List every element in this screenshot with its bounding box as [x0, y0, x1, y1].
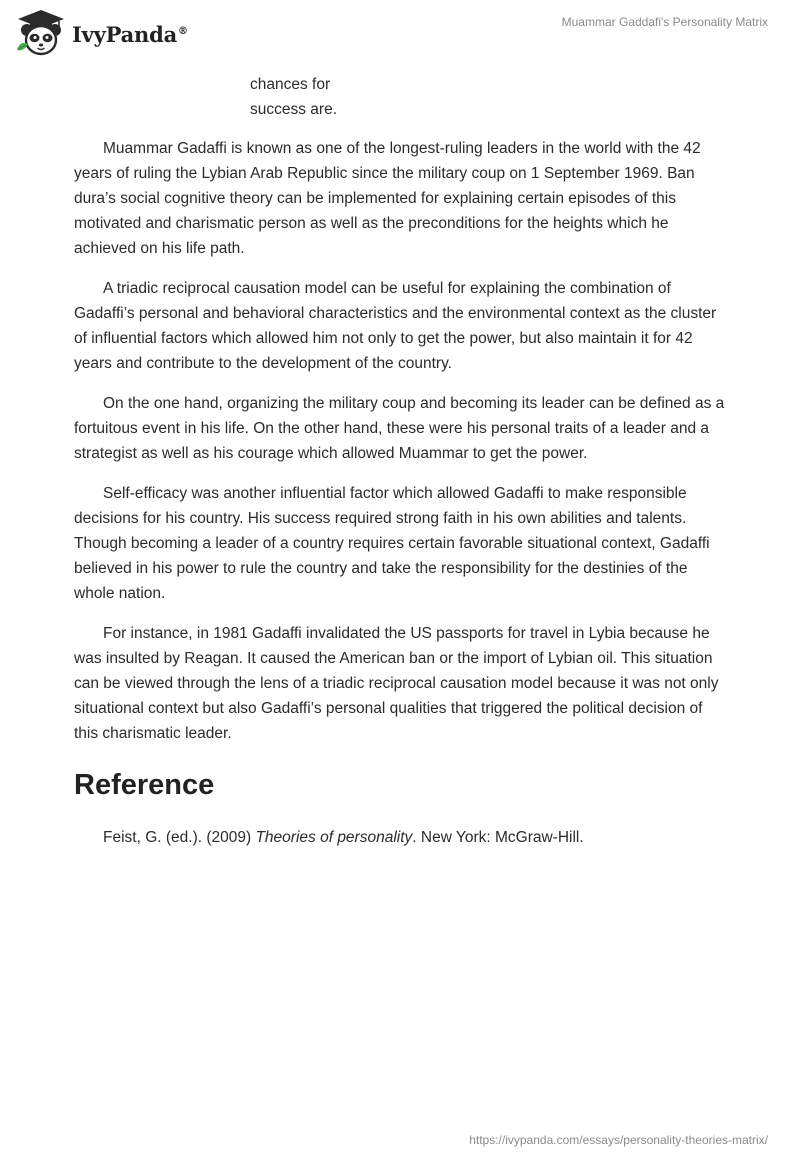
- paragraph: Self-efficacy was another influential factor which allowed Gadaffi to make responsible decisions for his country. His success required strong faith in his own abilities and talents. Though becoming a leader of a country requires certain favorable situational context, Gadaffi believed in his power to rule the country and take the responsibility for the destinies of the whole nation.: [74, 485, 710, 602]
- continued-line: chances for: [250, 76, 331, 93]
- registered-mark: ®: [178, 25, 188, 37]
- reference-publisher: . New York: McGraw-Hill.: [412, 829, 584, 846]
- paragraph: A triadic reciprocal causation model can be useful for explaining the combination of Gadaffi’s personal and behavioral characteristics and the environmental context as the cluster of influential factors which allowed him not only to get the power, but also maintain it for 42 years and contribute to the development of the country.: [74, 280, 717, 372]
- page-header: [0, 0, 800, 64]
- logo-wordmark: [72, 22, 188, 47]
- reference-entry: [74, 825, 726, 850]
- reference-authors: Feist, G. (ed.). (2009): [103, 829, 256, 846]
- reference-heading: Reference: [74, 769, 215, 801]
- logo-text: IvyPanda: [72, 21, 178, 47]
- paragraph: For instance, in 1981 Gadaffi invalidated the US passports for travel in Lybia because he was insulted by Reagan. It caused the American ban or the import of Lybian oil. This situation can be viewed through the lens of a triadic reciprocal causation model because it was not only situational context but also Gadaffi’s personal qualities that triggered the political decision of this charismatic leader.: [74, 625, 719, 742]
- document-title: Muammar Gaddafi's Personality Matrix: [561, 15, 768, 29]
- continued-text: [250, 72, 726, 122]
- essay-content: [74, 72, 726, 850]
- ivypanda-logo[interactable]: [14, 8, 188, 58]
- continued-line: success are.: [250, 101, 338, 118]
- paragraph: Muammar Gadaffi is known as one of the longest-ruling leaders in the world with the 42 years of ruling the Lybian Arab Republic since the military coup on 1 September 1969. Ban dura’s social cognitive theory can be implemented for explaining certain episodes of this motivated and charismatic person as well as the preconditions for the heights which he achieved on his life path.: [74, 140, 701, 257]
- panda-graduate-icon: [14, 8, 68, 58]
- paragraph: On the one hand, organizing the military coup and becoming its leader can be defined as a fortuitous event in his life. On the other hand, these were his personal traits of a leader and a strategist as well as his courage which allowed Muammar to get the power.: [74, 395, 725, 462]
- reference-title: Theories of personality: [255, 829, 413, 846]
- source-url[interactable]: https://ivypanda.com/essays/personality-theories-matrix/: [469, 1133, 768, 1147]
